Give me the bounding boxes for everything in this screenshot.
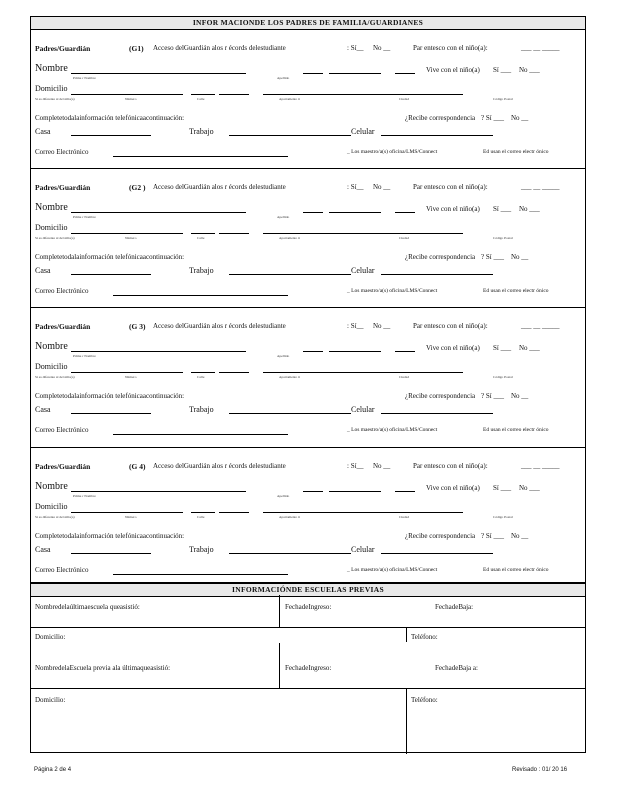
lives-yes[interactable]: Sí ___ — [493, 344, 512, 352]
address-label: Domicilio — [35, 502, 68, 511]
address-label: Domicilio — [35, 84, 68, 93]
access-no[interactable]: No __ — [373, 44, 391, 52]
addr-hint-same: Si es diferente al del niño(a) — [35, 236, 75, 240]
correspondence-label: ¿Recibe correspondencia — [405, 532, 476, 540]
email-label: Correo Electrónico — [35, 148, 89, 156]
cell-label: Celular — [351, 545, 375, 554]
addr-hint-number: Número — [125, 97, 137, 101]
home-label: Casa — [35, 266, 51, 275]
lives-with-label: Vive con el niño(a) — [426, 344, 480, 352]
email-input[interactable] — [113, 156, 288, 157]
corr-no[interactable]: No __ — [511, 392, 529, 400]
corr-yes[interactable]: ? Sí ___ — [481, 532, 504, 540]
address-number-input[interactable] — [71, 94, 183, 95]
lives-no[interactable]: No ___ — [519, 484, 540, 492]
addr-hint-zip: Código Postal — [493, 97, 513, 101]
lives-no[interactable]: No ___ — [519, 205, 540, 213]
access-label: Acceso delGuardián alos r écords delestudiante — [153, 462, 286, 470]
addr-hint-apt: Apartamento # — [279, 236, 300, 240]
access-no[interactable]: No __ — [373, 462, 391, 470]
correspondence-label: ¿Recibe correspondencia — [405, 114, 476, 122]
complete-info-label: Completetodalainformación telefónicaacontinuación: — [35, 253, 185, 261]
addr-hint-zip: Código Postal — [493, 236, 513, 240]
lives-with-label: Vive con el niño(a) — [426, 66, 480, 74]
address-number-input[interactable] — [71, 372, 183, 373]
guardian-label: Padres/Guardián — [35, 322, 91, 331]
corr-yes[interactable]: ? Sí ___ — [481, 392, 504, 400]
work-label: Trabajo — [189, 545, 214, 554]
cell-phone-input[interactable] — [381, 274, 493, 275]
access-no[interactable]: No __ — [373, 183, 391, 191]
corr-yes[interactable]: ? Sí ___ — [481, 253, 504, 261]
guardian-id: (G1) — [129, 44, 144, 53]
revision-date: Revisado : 01/ 20 16 — [512, 767, 568, 773]
relationship-blank[interactable]: ___ __ _____ — [521, 322, 560, 330]
guardian-label: Padres/Guardián — [35, 462, 91, 471]
page-number: Página 2 de 4 — [34, 767, 72, 773]
entry-date-label: FechadeIngreso: — [285, 603, 332, 611]
teacher-email-label: Ed usan el correo electr ónico — [483, 567, 549, 573]
address-label: Domicilio — [35, 223, 68, 232]
work-phone-input[interactable] — [229, 135, 351, 136]
last-name-hint: Apellido — [277, 354, 290, 358]
relationship-blank[interactable]: ___ __ _____ — [521, 183, 560, 191]
cell-label: Celular — [351, 405, 375, 414]
addr-hint-city: Ciudad — [399, 375, 410, 379]
prev-school-label: NombredelaEscuela previa ala últimaqueasistió: — [35, 664, 171, 672]
guardian-section-3 — [31, 308, 585, 448]
relationship-label: Par entesco con el niño(a): — [413, 183, 488, 191]
first-name-hint: Prime r Nombre — [73, 354, 96, 358]
last-name-hint: Apellido — [277, 494, 290, 498]
address-label: Domicilio — [35, 362, 68, 371]
work-label: Trabajo — [189, 405, 214, 414]
schools-header: INFORMACIÓNDE ESCUELAS PREVIAS — [31, 583, 585, 597]
addr-hint-street: Calle — [197, 375, 205, 379]
lives-yes[interactable]: Sí ___ — [493, 484, 512, 492]
work-label: Trabajo — [189, 127, 214, 136]
teacher-portal-label: _ Los maestro/a(s) oficina/LMS/Connect — [347, 149, 438, 155]
complete-info-label: Completetodalainformación telefónicaacontinuación: — [35, 114, 185, 122]
access-label: Acceso delGuardián alos r écords delestudiante — [153, 183, 286, 191]
corr-no[interactable]: No __ — [511, 532, 529, 540]
name-input[interactable] — [71, 351, 246, 352]
name-input[interactable] — [71, 212, 246, 213]
exit-date2-label: FechadeBaja a: — [435, 664, 478, 672]
name-label: Nombre — [35, 202, 68, 213]
access-label: Acceso delGuardián alos r écords delestudiante — [153, 44, 286, 52]
work-label: Trabajo — [189, 266, 214, 275]
email-label: Correo Electrónico — [35, 426, 89, 434]
addr-hint-number: Número — [125, 515, 137, 519]
name-label: Nombre — [35, 63, 68, 74]
lives-yes[interactable]: Sí ___ — [493, 205, 512, 213]
guardians-header: INFOR MACIONDE LOS PADRES DE FAMILIA/GUARDIANES — [31, 17, 585, 30]
corr-no[interactable]: No __ — [511, 253, 529, 261]
relationship-label: Par entesco con el niño(a): — [413, 322, 488, 330]
cell-label: Celular — [351, 266, 375, 275]
correspondence-label: ¿Recibe correspondencia — [405, 253, 476, 261]
lives-no[interactable]: No ___ — [519, 344, 540, 352]
lives-with-label: Vive con el niño(a) — [426, 205, 480, 213]
guardian-section-2 — [31, 169, 585, 308]
address-number-input[interactable] — [71, 512, 183, 513]
guardian-id: (G2 ) — [129, 183, 146, 192]
addr-hint-city: Ciudad — [399, 236, 410, 240]
guardian-label: Padres/Guardián — [35, 44, 91, 53]
addr-hint-apt: Apartamento # — [279, 97, 300, 101]
name-input[interactable] — [71, 73, 246, 74]
email-label: Correo Electrónico — [35, 566, 89, 574]
addr-hint-zip: Código Postal — [493, 515, 513, 519]
guardian-id: (G 4) — [129, 462, 146, 471]
teacher-email-label: Ed usan el correo electr ónico — [483, 288, 549, 294]
teacher-portal-label: _ Los maestro/a(s) oficina/LMS/Connect — [347, 427, 438, 433]
addr-hint-number: Número — [125, 375, 137, 379]
school-phone2-label: Teléfono: — [411, 696, 438, 704]
email-label: Correo Electrónico — [35, 287, 89, 295]
home-label: Casa — [35, 545, 51, 554]
first-name-hint: Prime r Nombre — [73, 494, 96, 498]
name-label: Nombre — [35, 481, 68, 492]
school-address-label: Domicilio: — [35, 633, 66, 641]
work-phone-input[interactable] — [229, 413, 351, 414]
access-yes[interactable]: : Sí__ — [347, 462, 364, 470]
addr-hint-street: Calle — [197, 515, 205, 519]
addr-hint-zip: Código Postal — [493, 375, 513, 379]
address-number-input[interactable] — [71, 233, 183, 234]
email-input[interactable] — [113, 295, 288, 296]
teacher-email-label: Ed usan el correo electr ónico — [483, 149, 549, 155]
lives-with-label: Vive con el niño(a) — [426, 484, 480, 492]
addr-hint-same: Si es diferente al del niño(a) — [35, 515, 75, 519]
previous-schools-section — [31, 583, 585, 754]
addr-hint-city: Ciudad — [399, 515, 410, 519]
relationship-label: Par entesco con el niño(a): — [413, 44, 488, 52]
guardian-id: (G 3) — [129, 322, 146, 331]
last-school-label: Nombredelaúltimaescuela queasistió: — [35, 603, 140, 611]
first-name-hint: Prime r Nombre — [73, 76, 96, 80]
entry-date2-label: FechadeIngreso: — [285, 664, 332, 672]
addr-hint-number: Número — [125, 236, 137, 240]
guardian-form — [30, 16, 586, 753]
addr-hint-street: Calle — [197, 236, 205, 240]
address-street-input[interactable] — [263, 512, 463, 513]
last-name-hint: Apellido — [277, 215, 290, 219]
addr-hint-apt: Apartamento # — [279, 375, 300, 379]
cell-label: Celular — [351, 127, 375, 136]
access-yes[interactable]: : Sí__ — [347, 44, 364, 52]
cell-phone-input[interactable] — [381, 553, 493, 554]
relationship-label: Par entesco con el niño(a): — [413, 462, 488, 470]
addr-hint-apt: Apartamento # — [279, 515, 300, 519]
last-name-hint: Apellido — [277, 76, 290, 80]
complete-info-label: Completetodalainformación telefónicaacontinuación: — [35, 392, 185, 400]
access-label: Acceso delGuardián alos r écords delestudiante — [153, 322, 286, 330]
addr-hint-same: Si es diferente al del niño(a) — [35, 375, 75, 379]
work-phone-input[interactable] — [229, 553, 351, 554]
school-phone-label: Teléfono: — [411, 633, 438, 641]
school-address2-label: Domicilio: — [35, 696, 66, 704]
teacher-portal-label: _ Los maestro/a(s) oficina/LMS/Connect — [347, 567, 438, 573]
correspondence-label: ¿Recibe correspondencia — [405, 392, 476, 400]
access-yes[interactable]: : Sí__ — [347, 183, 364, 191]
lives-yes[interactable]: Sí ___ — [493, 66, 512, 74]
email-input[interactable] — [113, 574, 288, 575]
address-street-input[interactable] — [263, 94, 463, 95]
name-input[interactable] — [71, 491, 246, 492]
guardian-section-1 — [31, 30, 585, 169]
addr-hint-same: Si es diferente al del niño(a) — [35, 97, 75, 101]
home-label: Casa — [35, 127, 51, 136]
teacher-email-label: Ed usan el correo electr ónico — [483, 427, 549, 433]
home-label: Casa — [35, 405, 51, 414]
first-name-hint: Prime r Nombre — [73, 215, 96, 219]
addr-hint-city: Ciudad — [399, 97, 410, 101]
addr-hint-street: Calle — [197, 97, 205, 101]
work-phone-input[interactable] — [229, 274, 351, 275]
relationship-blank[interactable]: ___ __ _____ — [521, 44, 560, 52]
address-street-input[interactable] — [263, 372, 463, 373]
guardian-section-4 — [31, 448, 585, 583]
email-input[interactable] — [113, 434, 288, 435]
cell-phone-input[interactable] — [381, 413, 493, 414]
access-yes[interactable]: : Sí__ — [347, 322, 364, 330]
address-street-input[interactable] — [263, 233, 463, 234]
name-label: Nombre — [35, 341, 68, 352]
corr-yes[interactable]: ? Sí ___ — [481, 114, 504, 122]
cell-phone-input[interactable] — [381, 135, 493, 136]
corr-no[interactable]: No __ — [511, 114, 529, 122]
relationship-blank[interactable]: ___ __ _____ — [521, 462, 560, 470]
lives-no[interactable]: No ___ — [519, 66, 540, 74]
teacher-portal-label: _ Los maestro/a(s) oficina/LMS/Connect — [347, 288, 438, 294]
guardian-label: Padres/Guardián — [35, 183, 91, 192]
complete-info-label: Completetodalainformación telefónicaacontinuación: — [35, 532, 185, 540]
exit-date-label: FechadeBaja: — [435, 603, 474, 611]
access-no[interactable]: No __ — [373, 322, 391, 330]
